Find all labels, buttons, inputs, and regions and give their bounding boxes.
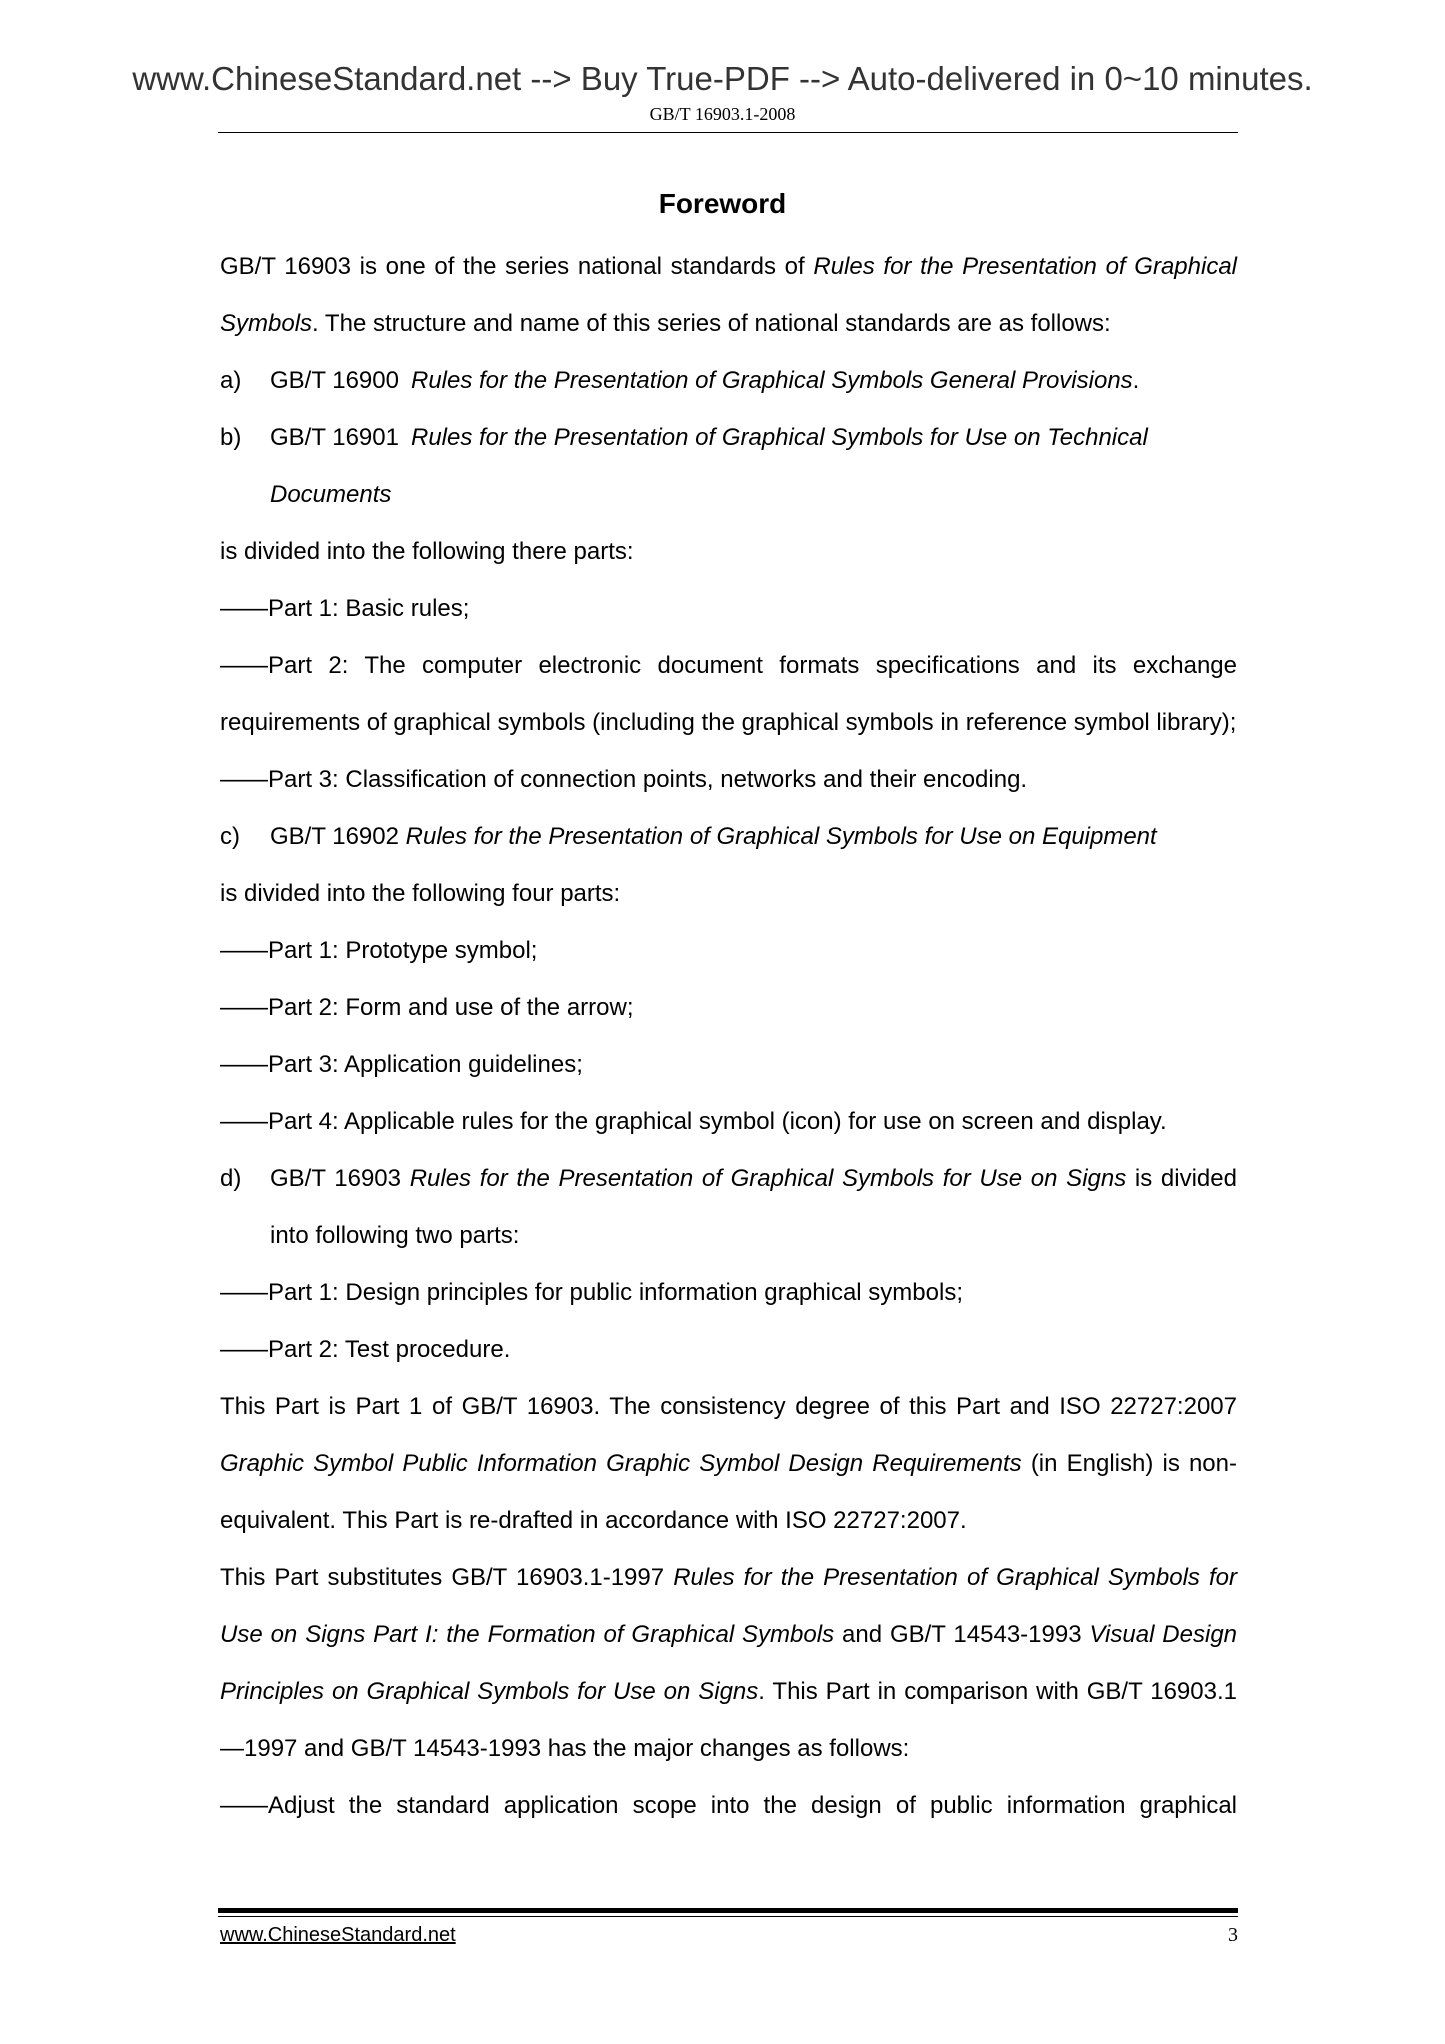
list-marker: b) (220, 424, 242, 451)
part-line: ——Part 1: Prototype symbol; (220, 937, 538, 964)
replaced-standard-title: Visual Design Principles on Graphical Symbols for Use on Signs (220, 1621, 1238, 1705)
replaced-standard-title: Rules for the Presentation of Graphical Symbols for Use on Signs Part I: the Formation of Graphical Symbols (220, 1564, 1237, 1648)
intro-text-end: . The structure and name of this series of national standards are as follows: (312, 310, 1111, 337)
part-line: ——Part 2: Form and use of the arrow; (220, 994, 634, 1021)
footer-divider-thick (218, 1908, 1238, 1913)
document-code: GB/T 16903.1-2008 (649, 104, 796, 124)
standard-code: GB/T 16903 (270, 1165, 410, 1192)
footer-divider-thin (218, 1916, 1238, 1917)
page-number: 3 (1228, 1924, 1238, 1946)
header-divider (218, 132, 1238, 133)
consistency-paragraph: This Part is Part 1 of GB/T 16903. The consistency degree of this Part and ISO 22727:2007 Graphic Symbol Public Information Graphic Symbol Design Requirements (in English) is non-equivalent. This Part is re-drafted in accordance with ISO 22727:2007. (220, 1393, 1237, 1534)
part-line: ——Part 2: The computer electronic document formats specifications and its exchange requirements of graphical symbols (including the graphical symbols in reference symbol library); (220, 652, 1237, 736)
substitution-paragraph: This Part substitutes GB/T 16903.1-1997 Rules for the Presentation of Graphical Symbols for Use on Signs Part I: the Formation of Graphical Symbols and GB/T 14543-1993 Visual Design Principles on Graphical Symbols for Use on Signs. This Part in comparison with GB/T 16903.1—1997 and GB/T 14543-1993 has the major changes as follows: (220, 1564, 1238, 1762)
page-title: Foreword (658, 188, 787, 219)
standard-code: GB/T 16901 (270, 424, 399, 451)
standard-title: Rules for the Presentation of Graphical Symbols General Provisions (410, 367, 1133, 394)
part-line: ——Part 2: Test procedure. (220, 1336, 511, 1363)
list-item-b (220, 409, 1237, 523)
part-line: ——Part 4: Applicable rules for the graphical symbol (icon) for use on screen and display. (220, 1108, 1167, 1135)
document-body (220, 238, 1237, 1834)
standard-title: Rules for the Presentation of Graphical Symbols for Use on Technical Documents (270, 424, 1148, 508)
standard-title: Rules for the Presentation of Graphical Symbols for Use on Signs (409, 1165, 1127, 1192)
change-line: ——Adjust the standard application scope into the design of public information graphical (220, 1792, 1237, 1819)
list-item-b-continuation: is divided into the following there parts: (220, 538, 634, 565)
footer-link[interactable]: www.ChineseStandard.net (220, 1924, 456, 1946)
standard-code: GB/T 16902 (270, 823, 406, 850)
list-marker: c) (220, 823, 240, 850)
part-line: ——Part 3: Application guidelines; (220, 1051, 583, 1078)
part-line: ——Part 3: Classification of connection points, networks and their encoding. (220, 766, 1028, 793)
part-line: ——Part 1: Basic rules; (220, 595, 470, 622)
list-item-c (220, 808, 1237, 865)
list-marker: d) (220, 1165, 242, 1192)
source-banner[interactable]: www.ChineseStandard.net --> Buy True-PDF --> Auto-delivered in 0~10 minutes. (132, 60, 1313, 97)
part-line: ——Part 1: Design principles for public information graphical symbols; (220, 1279, 963, 1306)
list-marker: a) (220, 367, 242, 394)
standard-code: GB/T 16900 (270, 367, 399, 394)
standard-title: Rules for the Presentation of Graphical Symbols for Use on Equipment (405, 823, 1157, 850)
iso-title: Graphic Symbol Public Information Graphic Symbol Design Requirements (220, 1450, 1022, 1477)
list-item-c-continuation: is divided into the following four parts: (220, 880, 621, 907)
intro-text: GB/T 16903 is one of the series national standards of (220, 253, 814, 280)
intro-paragraph (220, 238, 1237, 352)
series-title: Rules for the Presentation of Graphical Symbols (220, 253, 1237, 337)
list-item-d: d) GB/T 16903 Rules for the Presentation of Graphical Symbols for Use on Signs is divided into following two parts: (220, 1150, 1237, 1264)
list-item-a: a) GB/T 16900 Rules for the Presentation of Graphical Symbols General Provisions. (220, 352, 1237, 409)
